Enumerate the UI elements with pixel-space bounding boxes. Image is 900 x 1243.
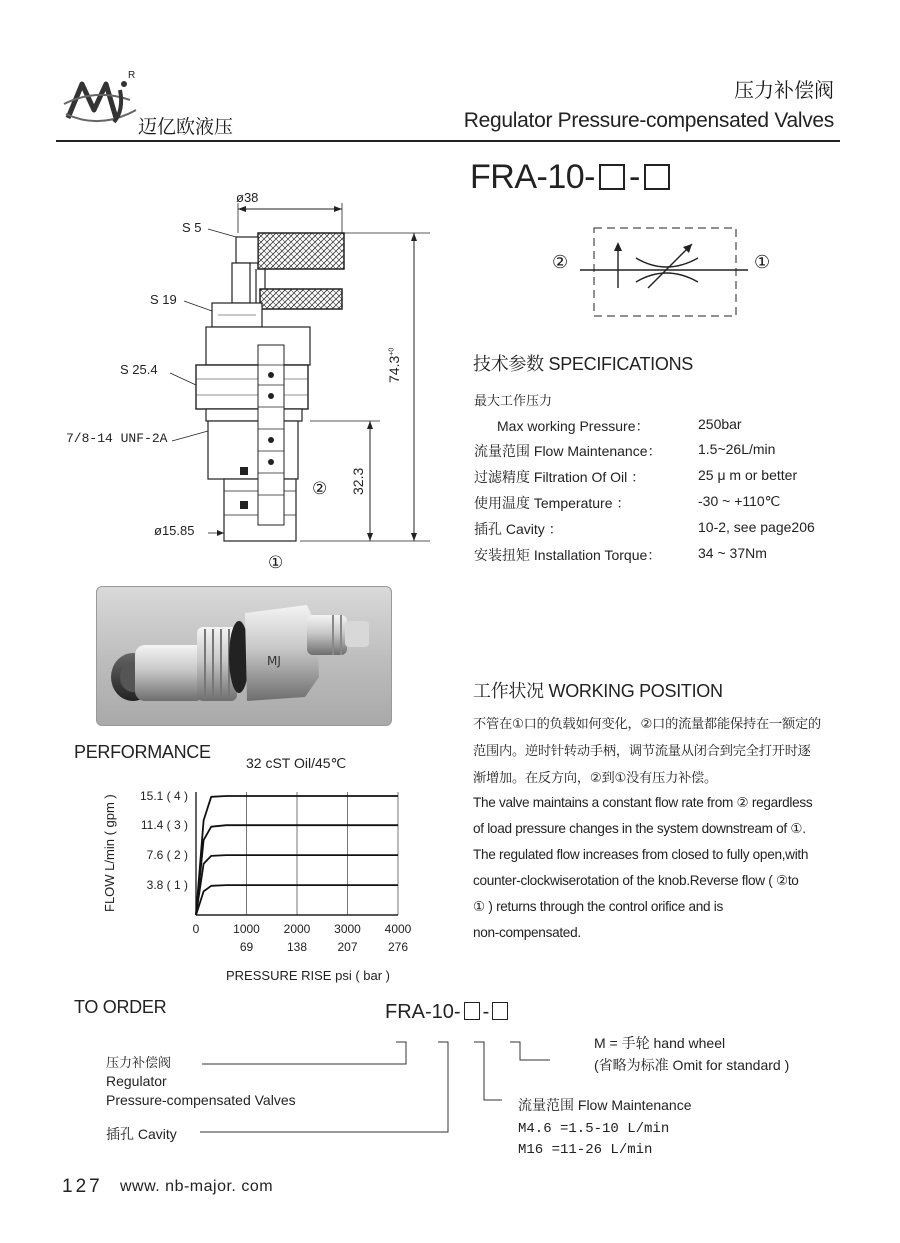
order-item-en: Regulator [106,1073,167,1089]
spec-label: 流量范围 Flow Maintenance： [474,443,662,459]
valve-photo-illustration [97,587,391,725]
performance-heading: PERFORMANCE [74,742,211,762]
product-photo [96,586,392,726]
chart-y-tick-label: 3.8 ( 1 ) [146,878,188,893]
working-position-en-line: counter-clockwiserotation of the knob.Reverse flow ( ②to [473,873,799,888]
dim-length-tolerance: +0 [388,347,396,356]
working-position-heading: 工作状况 WORKING POSITION [473,681,723,701]
chart-x-tick-label: 3000 [334,922,361,936]
chart-labels [140,789,412,954]
dim-s25-4: S 25.4 [120,362,158,377]
working-position-en-line: The regulated flow increases from closed to fully open,with [473,847,809,862]
header-divider [56,140,840,142]
flow-regulator-symbol-icon [548,222,788,322]
order-option-m: M = 手轮 hand wheel [594,1035,726,1051]
working-position-cn-line: 不管在①口的负载如何变化，②口的流量都能保持在一额定的 [473,717,821,732]
model-code [470,158,674,197]
chart-x-tick-label: 4000 [384,922,412,936]
model-slot-box [599,164,625,190]
order-item-regulator [106,1052,296,1108]
dim-length-value: 74.3 [386,355,402,383]
dim-inner-32-3: 32.3 [350,467,366,495]
order-code-sep: - [482,1001,490,1023]
dim-s5: S 5 [182,220,202,235]
chart-x-tick-label-bar: 276 [387,940,409,954]
chart-x-axis-label: PRESSURE RISE psi ( bar ) [226,968,390,983]
spec-label: Max working Pressure： [497,418,650,434]
working-position-en-line: of load pressure changes in the system downstream of ①. [473,821,806,836]
dim-s19: S 19 [150,292,177,307]
spec-value: 10-2, see page206 [698,519,815,535]
model-slot-box [644,164,670,190]
chart-y-tick-label: 11.4 ( 3 ) [140,818,188,833]
order-slot-box [464,1002,480,1020]
page-number: 127 [62,1176,103,1197]
chart-grid [247,792,399,915]
working-position-cn-line: 范围内。逆时针转动手柄，调节流量从闭合到完全打开时逐 [473,744,811,759]
specifications-heading: 技术参数 SPECIFICATIONS [473,354,693,374]
order-item-en: Pressure-compensated Valves [106,1092,296,1108]
spec-value: 34 ~ 37Nm [698,545,767,561]
spec-value: 25 μ m or better [698,467,798,483]
chart-x-tick-label: 0 [192,922,200,936]
spec-label: 过滤精度 Filtration Of Oil ： [474,469,646,485]
chart-x-tick-label: 2000 [283,922,311,936]
dim-length-74-3 [386,348,402,383]
order-code-prefix: FRA-10- [385,1001,461,1023]
order-code [385,1001,511,1024]
model-prefix: FRA-10- [470,158,595,196]
symbol-port-2: ② [552,252,569,273]
order-flow-option: M4.6 =1.5-10 L/min [518,1121,670,1137]
order-item-cavity: 插孔 Cavity [106,1126,177,1142]
order-flow-label: 流量范围 Flow Maintenance [518,1097,692,1113]
spec-label: 使用温度 Temperature ： [474,495,631,511]
spec-value: 250bar [698,416,742,432]
working-position-en-line: The valve maintains a constant flow rate from ② regardless [473,795,813,810]
website-link[interactable]: www. nb-major. com [120,1178,274,1195]
company-name: 迈亿欧液压 [138,116,234,138]
chart-y-tick-label: 15.1 ( 4 ) [139,789,188,803]
working-position-en-line: ① ) returns through the control orifice and is [473,899,723,914]
order-option-m-note: (省略为标准 Omit for standard ) [594,1057,790,1073]
spec-label: 最大工作压力 [474,394,553,409]
working-position-en-line: non-compensated. [473,925,581,940]
symbol-port-1: ① [754,252,771,273]
chart-y-tick-label: 7.6 ( 2 ) [146,848,188,863]
valve-section-drawing [60,185,440,585]
spec-label: 插孔 Cavity ： [474,521,563,537]
performance-chart [90,780,430,990]
dim-dia-38: ø38 [236,190,259,205]
dim-thread: 7/8-14 UNF-2A [66,431,168,446]
chart-x-tick-label-bar: 207 [337,940,358,954]
order-flow-option: M16 =11-26 L/min [518,1142,653,1158]
model-sep: - [628,158,640,196]
spec-value: -30 ~ +110℃ [698,493,781,509]
spec-label: 安装扭矩 Installation Torque： [474,547,662,563]
working-position-cn-line: 渐增加。在反方向，②到①没有压力补偿。 [473,771,718,786]
chart-x-tick-label: 1000 [233,922,260,936]
page-title-en: Regulator Pressure-compensated Valves [463,109,834,132]
chart-x-tick-label-bar: 69 [239,940,254,954]
drawing-port-1: ① [268,553,284,573]
performance-oil-note: 32 cST Oil/45℃ [246,755,347,771]
order-item-cn: 压力补偿阀 [106,1056,172,1071]
drawing-port-2: ② [312,479,328,499]
hydraulic-symbol [548,222,788,322]
spec-value: 1.5~26L/min [698,441,776,457]
order-slot-box [492,1002,508,1020]
svg-text:MJ: MJ [267,654,281,668]
dim-dia-15-85: ø15.85 [154,523,195,538]
chart-y-axis-label: FLOW L/min ( gpm ) [102,794,117,912]
to-order-heading: TO ORDER [74,997,167,1017]
logo-registered-mark: R [128,70,136,81]
page-title-cn: 压力补偿阀 [734,78,834,102]
valve-dimension-drawing [60,185,440,585]
chart-x-tick-label-bar: 138 [286,940,308,954]
